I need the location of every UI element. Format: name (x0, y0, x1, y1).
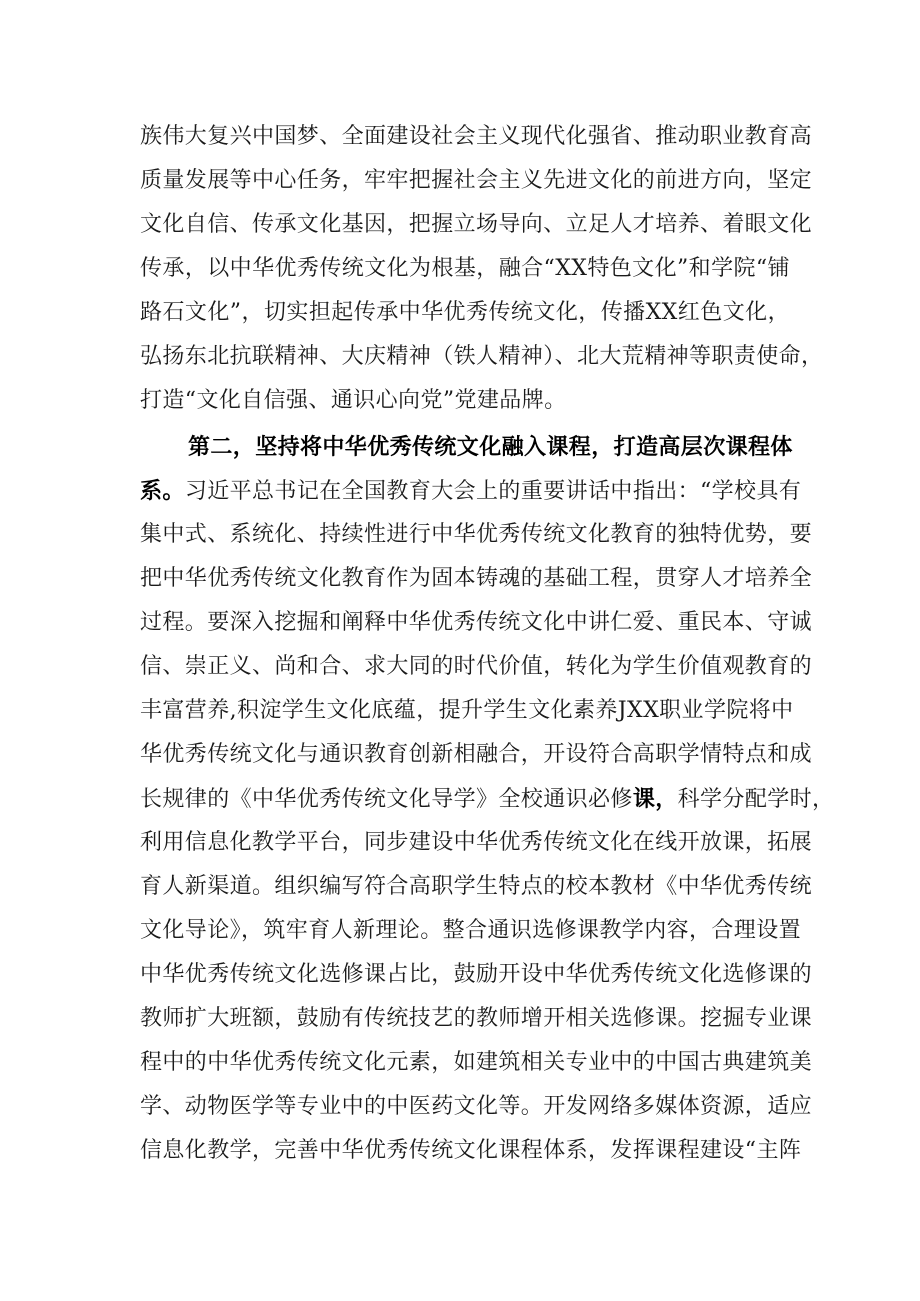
emphasis-text: 课， (632, 786, 678, 812)
paragraph-text: 长规律的《中华优秀传统文化导学》全校通识必修 (140, 787, 633, 812)
paragraph-line: 族伟大复兴中国梦、全面建设社会主义现代化强省、推动职业教育高 (140, 124, 813, 149)
section-heading-end: 系。 (140, 478, 185, 504)
section-heading: 第二，坚持将中华优秀传统文化融入课程，打造高层次课程体 (188, 434, 793, 460)
paragraph-line: 程中的中华优秀传统文化元素，如建筑相关专业中的中国古典建筑美 (140, 1050, 813, 1075)
paragraph-line: 丰富营养,积淀学生文化底蕴，提升学生文化素养JXX职业学院将中 (140, 698, 794, 723)
paragraph-line: 打造“文化自信强、通识心向党”党建品牌。 (140, 388, 567, 413)
paragraph-line: 华优秀传统文化与通识教育创新相融合，开设符合高职学情特点和成 (140, 742, 813, 767)
paragraph-line: 信、崇正义、尚和合、求大同的时代价值，转化为学生价值观教育的 (140, 654, 813, 679)
paragraph-line: 教师扩大班额，鼓励有传统技艺的教师增开相关选修课。挖掘专业课 (140, 1006, 813, 1031)
paragraph-line: 学、动物医学等专业中的中医药文化等。开发网络多媒体资源，适应 (140, 1094, 813, 1119)
paragraph-line: 弘扬东北抗联精神、大庆精神（铁人精神）、北大荒精神等职责使命， (140, 344, 824, 369)
paragraph-line: 把中华优秀传统文化教育作为固本铸魂的基础工程，贯穿人才培养全 (140, 566, 813, 591)
paragraph-line: 信息化教学，完善中华优秀传统文化课程体系，发挥课程建设“主阵 (140, 1138, 802, 1163)
paragraph-line: 育人新渠道。组织编写符合高职学生特点的校本教材《中华优秀传统 (140, 874, 813, 899)
paragraph-line: 路石文化”，切实担起传承中华优秀传统文化，传播XX红色文化， (140, 300, 790, 325)
paragraph-line: 文化自信、传承文化基因，把握立场导向、立足人才培养、着眼文化 (140, 212, 813, 237)
paragraph-line (140, 469, 802, 513)
paragraph-line: 中华优秀传统文化选修课占比，鼓励开设中华优秀传统文化选修课的 (140, 962, 813, 987)
paragraph-line: 文化导论》，筑牢育人新理论。整合通识选修课教学内容，合理设置 (140, 918, 802, 943)
paragraph-line: 集中式、系统化、持续性进行中华优秀传统文化教育的独特优势，要 (140, 522, 813, 547)
paragraph-text: 习近平总书记在全国教育大会上的重要讲话中指出：“学校具有 (184, 479, 802, 504)
paragraph-line: 传承，以中华优秀传统文化为根基，融合“XX特色文化”和学院“铺 (140, 256, 790, 281)
paragraph-line: 质量发展等中心任务，牢牢把握社会主义先进文化的前进方向，坚定 (140, 168, 813, 193)
paragraph-line: 过程。要深入挖掘和阐释中华优秀传统文化中讲仁爱、重民本、守诚 (140, 610, 813, 635)
paragraph-line (140, 777, 835, 821)
paragraph-text: 科学分配学时， (677, 787, 835, 812)
paragraph-line: 利用信息化教学平台，同步建设中华优秀传统文化在线开放课，拓展 (140, 830, 813, 855)
